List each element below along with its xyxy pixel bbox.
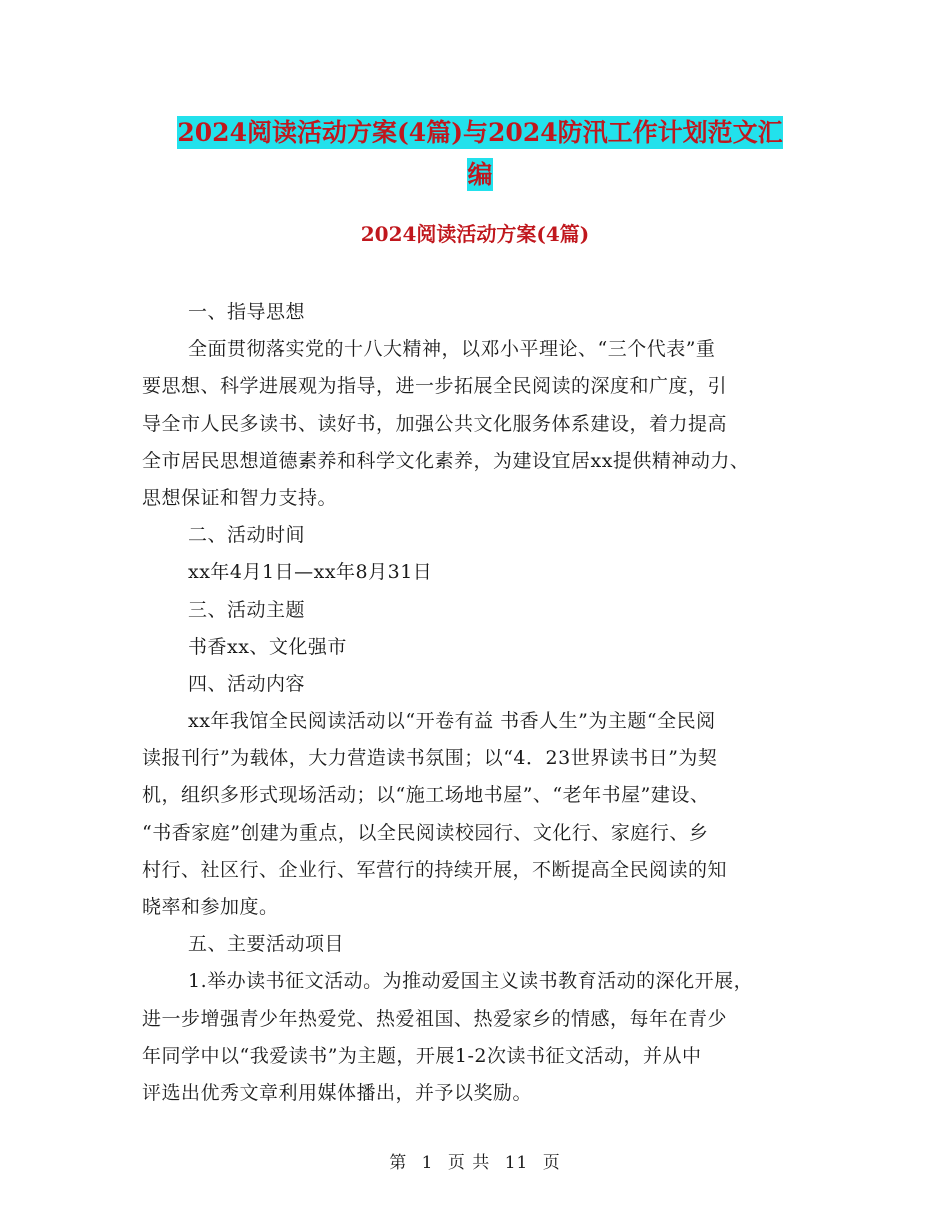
document-title (140, 112, 820, 196)
text-line: 1.举办读书征文活动。为推动爱国主义读书教育活动的深化开展， (188, 970, 754, 993)
text-line: 书香xx、文化强市 (188, 635, 347, 658)
text-line: 机，组织多形式现场活动；以“施工场地书屋”、“老年书屋”建设、 (142, 784, 710, 807)
text-line: 全面贯彻落实党的十八大精神，以邓小平理论、“三个代表”重 (188, 338, 716, 361)
text-line: “书香家庭”创建为重点，以全民阅读校园行、文化行、家庭行、乡 (142, 821, 709, 844)
document-body (142, 294, 812, 1112)
text-line: 二、活动时间 (188, 524, 306, 547)
text-line: 读报刊行”为载体，大力营造读书氛围；以“4．23世界读书日”为契 (142, 747, 718, 770)
footer-total-pages: 11 (504, 1153, 529, 1173)
text-line: 全市居民思想道德素养和科学文化素养，为建设宜居xx提供精神动力、 (142, 449, 750, 472)
text-line: 四、活动内容 (188, 672, 306, 695)
text-line: xx年我馆全民阅读活动以“开卷有益 书香人生”为主题“全民阅 (188, 710, 716, 733)
text-line: xx年4月1日—xx年8月31日 (188, 561, 433, 584)
text-line: 要思想、科学进展观为指导，进一步拓展全民阅读的深度和广度，引 (142, 375, 728, 398)
footer-middle: 页 共 (447, 1153, 491, 1173)
text-line: 晓率和参加度。 (142, 896, 279, 918)
text-line: 导全市人民多读书、读好书，加强公共文化服务体系建设，着力提高 (142, 412, 728, 435)
title-line-1: 2024阅读活动方案(4篇)与2024防汛工作计划范文汇 (177, 118, 783, 147)
text-line: 思想保证和智力支持。 (142, 486, 338, 509)
footer-suffix: 页 (542, 1153, 561, 1173)
footer-page-number: 1 (421, 1153, 434, 1173)
footer-prefix: 第 (389, 1153, 408, 1173)
section-title: 2024阅读活动方案(4篇) (360, 222, 590, 246)
page-footer (0, 1151, 950, 1175)
text-line: 进一步增强青少年热爱党、热爱祖国、热爱家乡的情感，每年在青少 (142, 1007, 728, 1030)
title-line-2: 编 (467, 160, 493, 189)
text-line: 村行、社区行、企业行、军营行的持续开展，不断提高全民阅读的知 (142, 858, 728, 881)
text-line: 五、主要活动项目 (188, 933, 345, 956)
text-line: 评选出优秀文章利用媒体播出，并予以奖励。 (142, 1081, 533, 1104)
text-line: 一、指导思想 (188, 301, 306, 323)
text-line: 年同学中以“我爱读书”为主题，开展1-2次读书征文活动，并从中 (142, 1044, 702, 1067)
text-line: 三、活动主题 (188, 598, 306, 621)
